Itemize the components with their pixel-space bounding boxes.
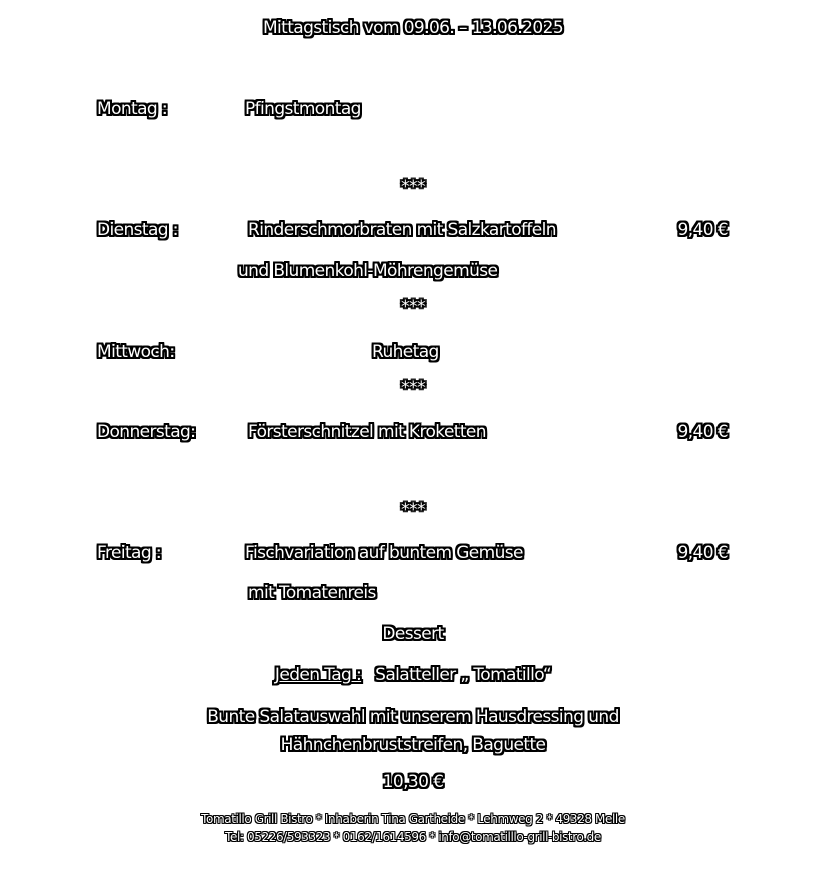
separator: *** bbox=[401, 297, 425, 317]
daily-price: 10,30 € bbox=[382, 772, 444, 792]
day-label-donnerstag: Donnerstag: bbox=[97, 422, 196, 442]
day-label-montag: Montag : bbox=[97, 99, 168, 119]
separator: *** bbox=[401, 177, 425, 197]
separator: *** bbox=[401, 378, 425, 398]
daily-dish-name: Salatteller „ Tomatillo“ bbox=[375, 665, 552, 685]
price-dienstag: 9,40 € bbox=[677, 220, 728, 240]
day-label-mittwoch: Mittwoch: bbox=[97, 342, 175, 362]
footer-address: Tomatillo Grill Bistro * Inhaberin Tina Gartheide * Lehmweg 2 * 49328 Melle bbox=[201, 812, 625, 826]
footer-contact: Tel: 05226/593323 * 0162/1614596 * info@tomatilllo-grill-bistro.de bbox=[225, 830, 601, 844]
day-label-freitag: Freitag : bbox=[97, 543, 161, 563]
dish-mittwoch: Ruhetag bbox=[372, 342, 439, 362]
daily-label: Jeden Tag : bbox=[274, 665, 362, 685]
dish-freitag-line1: Fischvariation auf buntem Gemüse bbox=[245, 543, 523, 563]
dish-freitag-line2: mit Tomatenreis bbox=[248, 583, 376, 603]
dessert-label: Dessert bbox=[382, 624, 444, 644]
daily-description-line2: Hähnchenbruststreifen, Baguette bbox=[280, 735, 546, 755]
daily-description-line1: Bunte Salatauswahl mit unserem Hausdressing und bbox=[207, 707, 619, 727]
dish-montag: Pfingstmontag bbox=[245, 99, 361, 119]
price-freitag: 9,40 € bbox=[677, 543, 728, 563]
dish-dienstag-line2: und Blumenkohl-Möhrengemüse bbox=[238, 261, 498, 281]
price-donnerstag: 9,40 € bbox=[677, 422, 728, 442]
daily-offer-line bbox=[0, 664, 826, 686]
dish-donnerstag: Försterschnitzel mit Kroketten bbox=[248, 422, 486, 442]
dish-dienstag-line1: Rinderschmorbraten mit Salzkartoffeln bbox=[248, 220, 556, 240]
day-label-dienstag: Dienstag : bbox=[97, 220, 178, 240]
separator: *** bbox=[401, 500, 425, 520]
menu-title: Mittagstisch vom 09.06. – 13.06.2025 bbox=[262, 18, 564, 38]
